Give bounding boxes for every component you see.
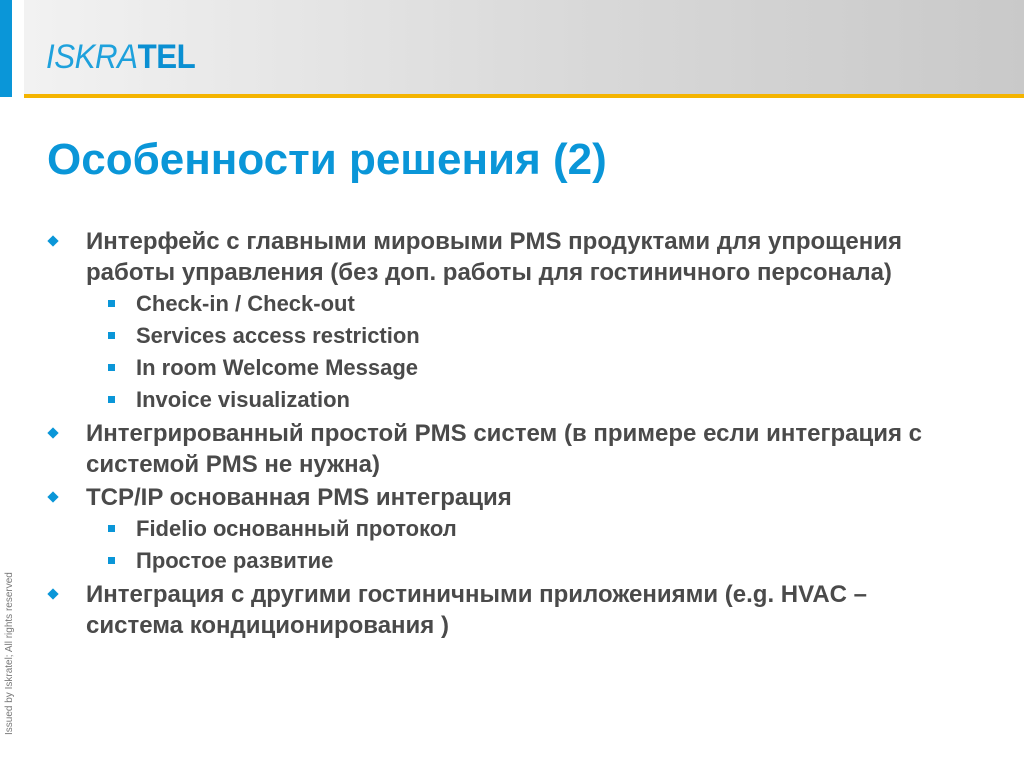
header-rule — [24, 94, 1024, 98]
diamond-bullet-icon — [47, 235, 58, 246]
diamond-bullet-icon — [47, 491, 58, 502]
diamond-bullet-icon — [47, 427, 58, 438]
slide-title: Особенности решения (2) — [47, 135, 607, 184]
copyright-note: Issued by Iskratel; All rights reserved — [4, 572, 15, 735]
sub-bullet-item — [46, 322, 926, 350]
bullet-item — [46, 579, 926, 641]
square-bullet-icon — [108, 332, 115, 339]
sub-bullet-text: Check-in / Check-out — [136, 291, 355, 316]
bullet-text: TCP/IP основанная PMS интеграция — [86, 484, 512, 511]
sub-bullet-item — [46, 547, 926, 575]
bullet-item — [46, 482, 926, 513]
sub-bullet-item — [46, 515, 926, 543]
sub-bullet-item — [46, 354, 926, 382]
sub-bullet-item — [46, 290, 926, 318]
sub-bullet-text: Services access restriction — [136, 323, 420, 348]
square-bullet-icon — [108, 557, 115, 564]
bullet-text: Интегрированный простой PMS систем (в примере если интеграция с системой PMS не нужна) — [86, 420, 923, 478]
square-bullet-icon — [108, 364, 115, 371]
logo-part-iskra: ISKRA — [46, 38, 138, 76]
left-accent-bar — [0, 0, 12, 97]
sub-bullet-text: Fidelio основанный протокол — [136, 516, 457, 541]
diamond-bullet-icon — [47, 588, 58, 599]
square-bullet-icon — [108, 396, 115, 403]
square-bullet-icon — [108, 525, 115, 532]
bullet-list — [46, 226, 926, 643]
square-bullet-icon — [108, 300, 115, 307]
bullet-item — [46, 418, 926, 480]
iskratel-logo — [46, 40, 195, 74]
bullet-text: Интерфейс с главными мировыми PMS продуктами для упрощения работы управления (без доп. работы для гостиничного персонала) — [86, 228, 902, 286]
sub-bullet-text: Простое развитие — [136, 548, 334, 573]
sub-bullet-text: In room Welcome Message — [136, 355, 419, 380]
bullet-item — [46, 226, 926, 288]
sub-bullet-text: Invoice visualization — [136, 387, 350, 412]
bullet-text: Интеграция с другими гостиничными приложениями (e.g. HVAC – система кондиционирования ) — [86, 581, 868, 639]
sub-bullet-item — [46, 386, 926, 414]
logo-part-tel: TEL — [137, 38, 196, 76]
